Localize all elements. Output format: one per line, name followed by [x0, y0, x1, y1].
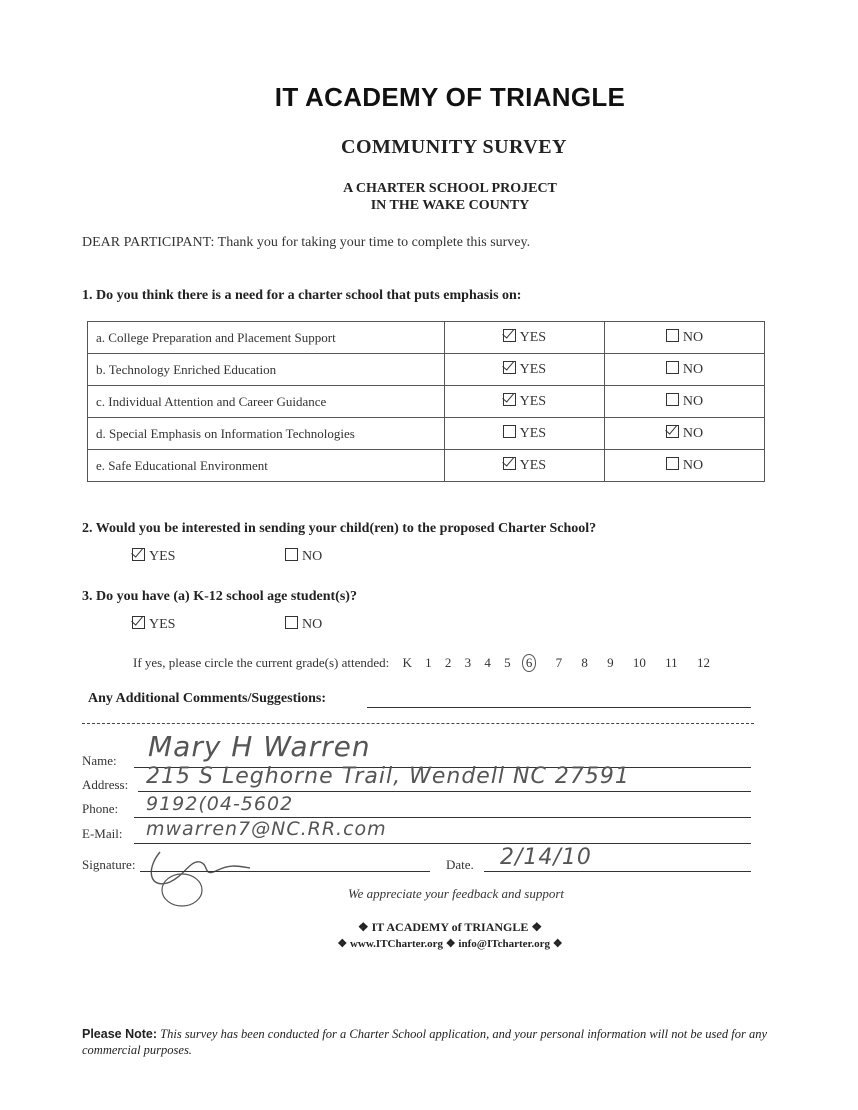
yes-option[interactable]	[503, 362, 546, 377]
grade-option[interactable]: 1	[425, 655, 432, 670]
checkbox-icon[interactable]	[666, 329, 679, 342]
note-label: Please Note:	[82, 1027, 158, 1041]
checkbox-icon[interactable]	[666, 361, 679, 374]
address-input[interactable]: 215 S Leghorne Trail, Wendell NC 27591	[146, 764, 630, 789]
checkbox-icon[interactable]	[503, 329, 516, 342]
yes-label: YES	[149, 549, 176, 564]
q2-no-option[interactable]	[285, 548, 322, 565]
footer-org-name: IT ACADEMY of TRIANGLE	[371, 920, 529, 934]
table-row	[88, 450, 765, 482]
no-option[interactable]	[666, 362, 703, 377]
question-2: 2. Would you be interested in sending your child(ren) to the proposed Charter School?	[82, 521, 597, 536]
table-row	[88, 354, 765, 386]
email-input[interactable]: mwarren7@NC.RR.com	[146, 818, 387, 840]
signature-drawing[interactable]	[140, 840, 290, 910]
signature-line	[140, 871, 430, 872]
diamond-icon: ❖	[337, 938, 348, 950]
checkbox-icon[interactable]	[132, 548, 145, 561]
greeting: DEAR PARTICIPANT: Thank you for taking your time to complete this survey.	[82, 235, 531, 250]
signature-label: Signature:	[82, 857, 136, 872]
thanks-message: We appreciate your feedback and support	[348, 886, 565, 901]
checkbox-icon[interactable]	[666, 425, 679, 438]
no-option[interactable]	[666, 394, 703, 409]
checkbox-icon[interactable]	[285, 616, 298, 629]
footer-email-link[interactable]: info@ITcharter.org	[458, 938, 551, 950]
grade-prompt: If yes, please circle the current grade(s) attended:	[133, 655, 390, 670]
grade-option[interactable]: 10	[632, 655, 646, 670]
footer-contacts	[0, 937, 858, 950]
survey-subtitle: COMMUNITY SURVEY	[341, 136, 567, 158]
q3-yes-option[interactable]	[132, 616, 175, 633]
checkbox-icon[interactable]	[503, 361, 516, 374]
question-1: 1. Do you think there is a need for a charter school that puts emphasis on:	[82, 288, 522, 303]
yes-label: YES	[519, 458, 547, 473]
comments-divider	[82, 723, 754, 724]
yes-option[interactable]	[503, 426, 546, 441]
grade-option[interactable]: 11	[665, 655, 678, 670]
date-input[interactable]: 2/14/10	[500, 845, 592, 870]
no-label: NO	[682, 394, 704, 409]
footer-org	[0, 920, 858, 935]
checkbox-icon[interactable]	[666, 393, 679, 406]
address-line	[138, 791, 751, 792]
grade-option[interactable]: 9	[607, 655, 614, 670]
checkbox-icon[interactable]	[132, 616, 145, 629]
question-1-table	[87, 321, 765, 482]
no-option[interactable]	[666, 330, 703, 345]
checkbox-icon[interactable]	[503, 457, 516, 470]
address-label: Address:	[82, 777, 129, 792]
checkbox-icon[interactable]	[503, 393, 516, 406]
grade-option[interactable]: 5	[504, 655, 511, 670]
no-label: NO	[682, 458, 704, 473]
phone-label: Phone:	[82, 801, 119, 816]
checkbox-icon[interactable]	[666, 457, 679, 470]
project-line-2: IN THE WAKE COUNTY	[370, 198, 530, 213]
table-row	[88, 322, 765, 354]
diamond-icon: ❖	[445, 938, 456, 950]
date-label: Date.	[446, 857, 474, 872]
grade-option[interactable]: 7	[555, 655, 563, 670]
checkbox-icon[interactable]	[503, 425, 516, 438]
grade-option[interactable]: 3	[464, 655, 472, 670]
privacy-note	[82, 1026, 822, 1058]
yes-label: YES	[519, 330, 547, 345]
no-label: NO	[302, 549, 323, 564]
row-label: c. Individual Attention and Career Guidance	[88, 386, 445, 418]
grade-option-circled[interactable]: 6	[522, 654, 537, 672]
no-label: NO	[682, 426, 704, 441]
note-text: This survey has been conducted for a Charter School application, and your personal information will not be used for any commercial purposes.	[82, 1027, 768, 1057]
diamond-icon: ❖	[531, 920, 543, 934]
grade-option[interactable]: K	[402, 655, 412, 670]
no-option[interactable]	[666, 458, 703, 473]
row-label: a. College Preparation and Placement Support	[88, 322, 445, 354]
checkbox-icon[interactable]	[285, 548, 298, 561]
project-heading	[0, 180, 858, 214]
footer-website-link[interactable]: www.ITCharter.org	[349, 938, 444, 950]
date-line	[484, 871, 751, 872]
yes-option[interactable]	[503, 330, 546, 345]
no-label: NO	[682, 362, 704, 377]
yes-label: YES	[149, 617, 176, 632]
comments-label: Any Additional Comments/Suggestions:	[88, 691, 327, 706]
no-option[interactable]	[666, 426, 703, 441]
q2-yes-option[interactable]	[132, 548, 175, 565]
table-row	[88, 386, 765, 418]
no-label: NO	[302, 617, 323, 632]
row-label: e. Safe Educational Environment	[88, 450, 445, 482]
yes-label: YES	[519, 426, 547, 441]
name-label: Name:	[82, 753, 117, 768]
question-3: 3. Do you have (a) K-12 school age student(s)?	[82, 589, 357, 604]
grade-option[interactable]: 8	[581, 655, 588, 670]
row-label: b. Technology Enriched Education	[88, 354, 445, 386]
no-label: NO	[682, 330, 704, 345]
phone-input[interactable]: 9192(04-5602	[146, 793, 294, 815]
comments-line[interactable]	[367, 707, 751, 708]
grade-option[interactable]: 2	[444, 655, 452, 670]
row-label: d. Special Emphasis on Information Technologies	[88, 418, 445, 450]
table-row	[88, 418, 765, 450]
yes-option[interactable]	[503, 394, 546, 409]
diamond-icon: ❖	[357, 920, 369, 934]
email-label: E-Mail:	[82, 826, 123, 841]
diamond-icon: ❖	[552, 938, 563, 950]
page-title: IT ACADEMY OF TRIANGLE	[274, 82, 626, 112]
grade-option[interactable]: 12	[696, 655, 710, 670]
yes-option[interactable]	[503, 458, 546, 473]
name-input[interactable]: Mary H Warren	[148, 730, 371, 763]
yes-label: YES	[519, 362, 547, 377]
grade-selector	[133, 654, 710, 672]
yes-label: YES	[519, 394, 547, 409]
grade-option[interactable]: 4	[484, 655, 491, 670]
project-line-1: A CHARTER SCHOOL PROJECT	[343, 181, 557, 196]
q3-no-option[interactable]	[285, 616, 322, 633]
